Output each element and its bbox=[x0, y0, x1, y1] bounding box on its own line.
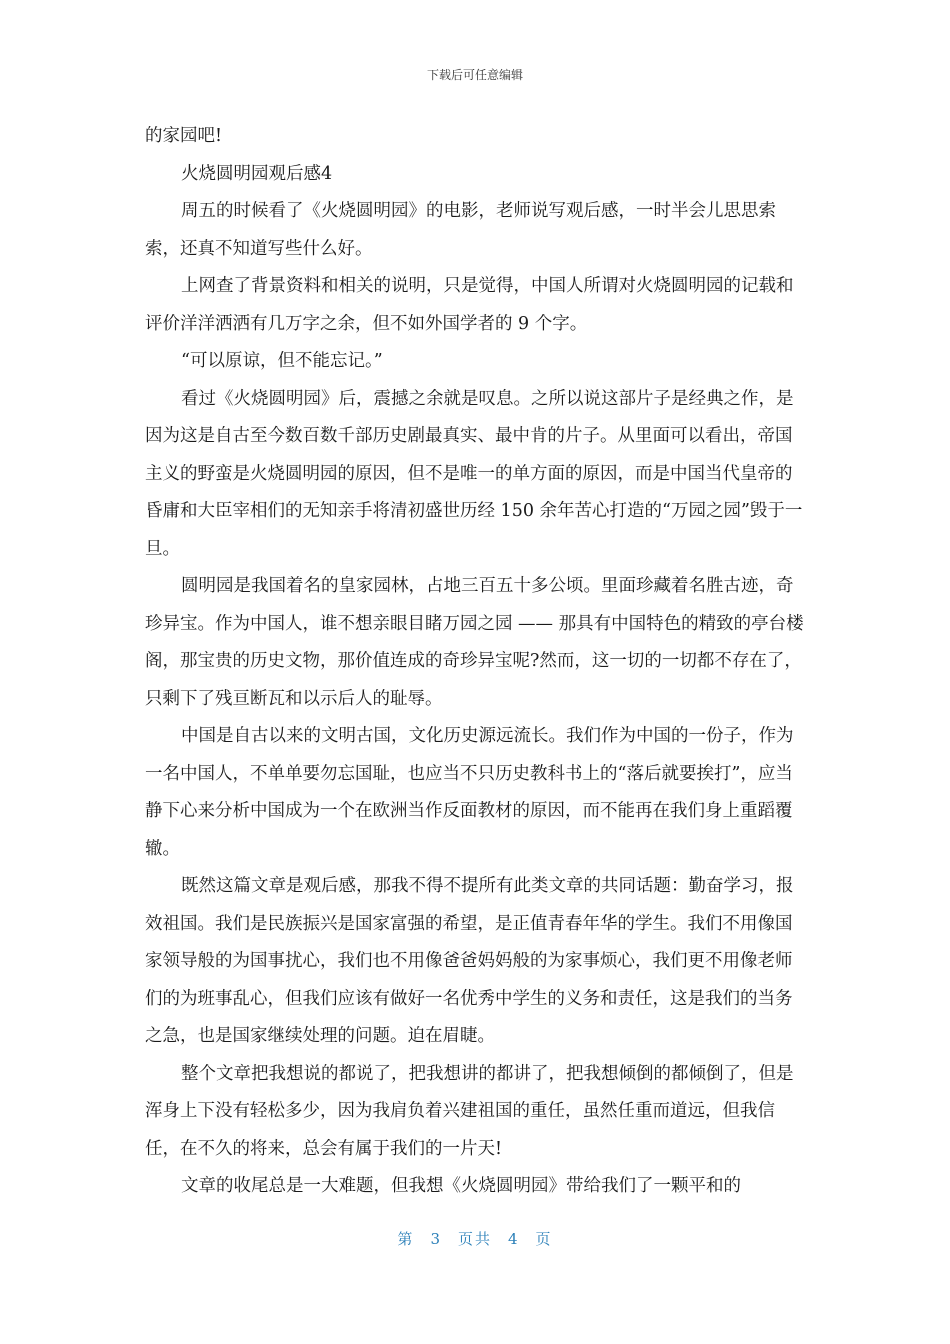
page-header: 下载后可任意编辑 bbox=[426, 68, 523, 82]
paragraph: 整个文章把我想说的都说了，把我想讲的都讲了，把我想倾倒的都倾倒了，但是浑身上下没有轻松多少，因为我肩负着兴建祖国的重任，虽然任重而道远，但我信任，在不久的将来，总会有属于我们的一片天! bbox=[145, 1063, 794, 1159]
paragraph: 周五的时候看了《火烧圆明园》的电影，老师说写观后感，一时半会儿思思索索，还真不知道写些什么好。 bbox=[145, 201, 776, 259]
section-title: 火烧圆明园观后感4 bbox=[181, 163, 333, 184]
document-body bbox=[145, 118, 805, 1206]
paragraph: 中国是自古以来的文明古国，文化历史源远流长。我们作为中国的一份子，作为一名中国人，不单单要勿忘国耻，也应当不只历史教科书上的“落后就要挨打”，应当静下心来分析中国成为一个在欧洲当作反面教材的原因，而不能再在我们身上重蹈覆辙。 bbox=[145, 726, 794, 859]
paragraph: 既然这篇文章是观后感，那我不得不提所有此类文章的共同话题：勤奋学习，报效祖国。我们是民族振兴是国家富强的希望，是正值青春年华的学生。我们不用像国家领导般的为国事扰心，我们也不用像爸爸妈妈般的为家事烦心，我们更不用像老师们的为班事乱心，但我们应该有做好一名优秀中学生的义务和责任，这是我们的当务之急，也是国家继续处理的问题。迫在眉睫。 bbox=[145, 876, 794, 1046]
paragraph: 上网查了背景资料和相关的说明，只是觉得，中国人所谓对火烧圆明园的记载和评价洋洋洒洒有几万字之余，但不如外国学者的 9 个字。 bbox=[145, 276, 794, 334]
quote-paragraph: “可以原谅，但不能忘记。” bbox=[181, 351, 383, 371]
paragraph: 文章的收尾总是一大难题，但我想《火烧圆明园》带给我们了一颗平和的 bbox=[181, 1176, 741, 1196]
total-pages-number: 4 bbox=[508, 1230, 520, 1248]
current-page-number: 3 bbox=[430, 1230, 442, 1248]
paragraph: 看过《火烧圆明园》后，震撼之余就是叹息。之所以说这部片子是经典之作，是因为这是自古至今数百数千部历史剧最真实、最中肯的片子。从里面可以看出，帝国主义的野蛮是火烧圆明园的原因，但不是唯一的单方面的原因，而是中国当代皇帝的昏庸和大臣宰相们的无知亲手将清初盛世历经 150 余年苦心打造的“万园之园”毁于一旦。 bbox=[145, 388, 803, 559]
footer-label-page: 第 bbox=[397, 1230, 415, 1248]
footer-label-of: 页共 bbox=[457, 1230, 492, 1248]
paragraph: 圆明园是我国着名的皇家园林，占地三百五十多公顷。里面珍藏着名胜古迹，奇珍异宝。作为中国人，谁不想亲眼目睹万园之园 —— 那具有中国特色的精致的亭台楼阁，那宝贵的历史文物，那价值连成的奇珍异宝呢?然而，这一切的一切都不存在了，只剩下了残亘断瓦和以示后人的耻辱。 bbox=[145, 576, 804, 709]
page-footer bbox=[0, 1228, 950, 1249]
footer-label-end: 页 bbox=[535, 1230, 553, 1248]
paragraph-continuation: 的家园吧! bbox=[145, 126, 223, 146]
